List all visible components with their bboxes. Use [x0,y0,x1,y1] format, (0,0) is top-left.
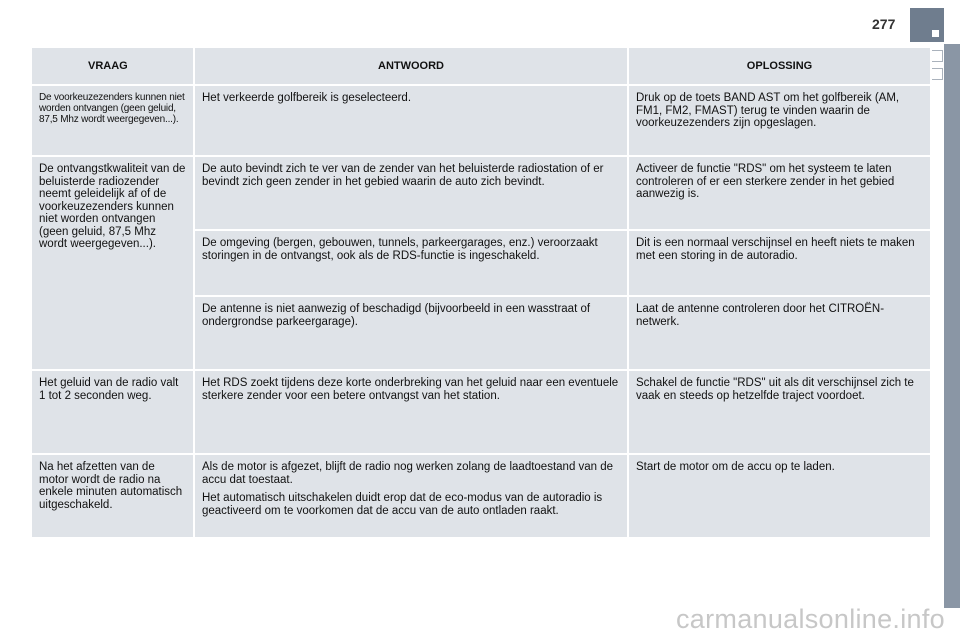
chapter-side-bar [944,44,960,608]
answer-cell: Het RDS zoekt tijdens deze korte onderbreking van het geluid naar een eventuele sterkere zender voor een betere ontvangst van het station. [194,370,628,454]
solution-cell: Schakel de functie "RDS" uit als dit verschijnsel zich te vaak en steeds op hetzelfde traject voordoet. [628,370,931,454]
chapter-tab-marker [910,8,944,42]
solution-cell: Druk op de toets BAND AST om het golfbereik (AM, FM1, FM2, FMAST) terug te vinden waarin de voorkeuzezenders zijn opgeslagen. [628,85,931,156]
table-row [31,454,931,538]
solution-cell: Start de motor om de accu op te laden. [628,454,931,538]
answer-cell: De antenne is niet aanwezig of beschadigd (bijvoorbeeld in een wasstraat of ondergrondse parkeergarage). [194,296,628,370]
watermark-text: carmanualsonline.info [676,604,945,634]
header-solution: OPLOSSING [628,47,931,85]
header-question: VRAAG [31,47,194,85]
page-number: 277 [872,16,896,32]
answer-cell: Het verkeerde golfbereik is geselecteerd. [194,85,628,156]
table-row [31,370,931,454]
answer-cell: De auto bevindt zich te ver van de zender van het beluisterde radiostation of er bevindt zich geen zender in het gebied waarin de auto zich bevindt. [194,156,628,230]
solution-cell: Activeer de functie "RDS" om het systeem te laten controleren of er een sterkere zender in het gebied aanwezig is. [628,156,931,230]
solution-cell: Dit is een normaal verschijnsel en heeft niets te maken met een storing in de autoradio. [628,230,931,296]
header-answer: ANTWOORD [194,47,628,85]
table-row [31,156,931,230]
question-cell: De ontvangstkwaliteit van de beluisterde radiozender neemt geleidelijk af of de voorkeuzezenders kunnen niet worden ontvangen (geen geluid, 87,5 Mhz wordt weergegeven...). [31,156,194,370]
chapter-tab-notch [932,30,939,37]
answer-cell [194,454,628,538]
solution-cell: Laat de antenne controleren door het CITROËN-netwerk. [628,296,931,370]
table-header-row [31,47,931,85]
answer-cell: De omgeving (bergen, gebouwen, tunnels, parkeergarages, enz.) veroorzaakt storingen in de ontvangst, ook als de RDS-functie is ingeschakeld. [194,230,628,296]
question-cell: De voorkeuzezenders kunnen niet worden ontvangen (geen geluid, 87,5 Mhz wordt weergegeven...). [31,85,194,156]
table-row [31,85,931,156]
troubleshooting-table-wrapper [30,46,930,539]
question-cell: Na het afzetten van de motor wordt de radio na enkele minuten automatisch uitgeschakeld. [31,454,194,538]
answer-paragraph-1: Als de motor is afgezet, blijft de radio nog werken zolang de laadtoestand van de accu dat toestaat. [202,461,614,486]
troubleshooting-table [30,46,932,539]
question-cell: Het geluid van de radio valt 1 tot 2 seconden weg. [31,370,194,454]
answer-paragraph-2: Het automatisch uitschakelen duidt erop dat de eco-modus van de autoradio is geactiveerd om te voorkomen dat de accu van de auto ontladen raakt. [202,492,603,517]
